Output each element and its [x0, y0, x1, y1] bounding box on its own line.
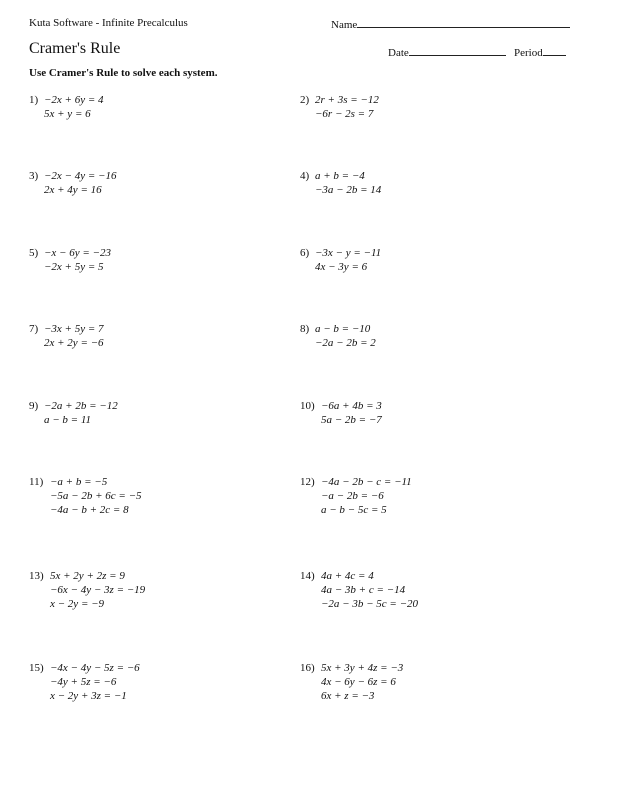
- page-title: Cramer's Rule: [29, 40, 121, 57]
- equation: 2x + 2y = −6: [44, 337, 104, 349]
- equation: −4a − 2b − c = −11: [321, 476, 412, 488]
- equation: −6r − 2s = 7: [315, 108, 374, 120]
- equation: −6x − 4y − 3z = −19: [50, 584, 146, 596]
- problem-number: 2): [300, 94, 310, 106]
- equation: −3x + 5y = 7: [44, 323, 104, 335]
- period-field[interactable]: [514, 45, 566, 59]
- equation: −3x − y = −11: [315, 247, 382, 259]
- equation: −4a − b + 2c = 8: [50, 504, 129, 516]
- name-label: Name: [331, 19, 358, 31]
- equation: 6x + z = −3: [321, 690, 375, 702]
- date-field[interactable]: [388, 45, 506, 59]
- equation: 5a − 2b = −7: [321, 414, 382, 426]
- date-blank[interactable]: [409, 45, 506, 56]
- equation: 2x + 4y = 16: [44, 184, 102, 196]
- equation: −a − 2b = −6: [321, 490, 384, 502]
- name-field[interactable]: [331, 17, 570, 31]
- problem-number: 5): [29, 247, 39, 259]
- equation: 4a + 4c = 4: [321, 570, 374, 582]
- problem-number: 9): [29, 400, 39, 412]
- problem-number: 7): [29, 323, 39, 335]
- problem-number: 1): [29, 94, 39, 106]
- equation: −3a − 2b = 14: [315, 184, 382, 196]
- equation: −x − 6y = −23: [44, 247, 111, 259]
- problem-number: 8): [300, 323, 310, 335]
- equation: 5x + 3y + 4z = −3: [321, 662, 404, 674]
- equation: 4x − 6y − 6z = 6: [321, 676, 396, 688]
- problem-number: 11): [29, 476, 44, 488]
- equation: 2r + 3s = −12: [315, 94, 379, 106]
- problem-number: 14): [300, 570, 315, 582]
- period-blank[interactable]: [543, 45, 566, 56]
- equation: −2a − 3b − 5c = −20: [321, 598, 418, 610]
- equation: −2x + 5y = 5: [44, 261, 104, 273]
- equation: 4x − 3y = 6: [315, 261, 368, 273]
- equation: −2a − 2b = 2: [315, 337, 376, 349]
- problem-number: 15): [29, 662, 44, 674]
- equation: −a + b = −5: [50, 476, 108, 488]
- software-label: Kuta Software - Infinite Precalculus: [29, 17, 188, 29]
- name-blank[interactable]: [357, 17, 570, 28]
- equation: −4x − 4y − 5z = −6: [50, 662, 140, 674]
- equation: a − b − 5c = 5: [321, 504, 387, 516]
- equation: −2x + 6y = 4: [44, 94, 104, 106]
- equation: a + b = −4: [315, 170, 365, 182]
- problem-number: 3): [29, 170, 39, 182]
- equation: x − 2y + 3z = −1: [50, 690, 127, 702]
- problem-number: 16): [300, 662, 315, 674]
- period-label: Period: [514, 47, 543, 59]
- equation: −2x − 4y = −16: [44, 170, 117, 182]
- equation: 5x + y = 6: [44, 108, 91, 120]
- equation: −6a + 4b = 3: [321, 400, 382, 412]
- equation: x − 2y = −9: [50, 598, 105, 610]
- date-label: Date: [388, 47, 409, 59]
- equation: 5x + 2y + 2z = 9: [50, 570, 125, 582]
- instructions: Use Cramer's Rule to solve each system.: [29, 67, 218, 79]
- problem-number: 4): [300, 170, 310, 182]
- equation: a − b = 11: [44, 414, 92, 426]
- equation: a − b = −10: [315, 323, 371, 335]
- equation: −2a + 2b = −12: [44, 400, 118, 412]
- equation: −4y + 5z = −6: [50, 676, 117, 688]
- equation: −5a − 2b + 6c = −5: [50, 490, 142, 502]
- problem-number: 10): [300, 400, 315, 412]
- problem-number: 13): [29, 570, 44, 582]
- problem-number: 6): [300, 247, 310, 259]
- equation: 4a − 3b + c = −14: [321, 584, 406, 596]
- problem-number: 12): [300, 476, 315, 488]
